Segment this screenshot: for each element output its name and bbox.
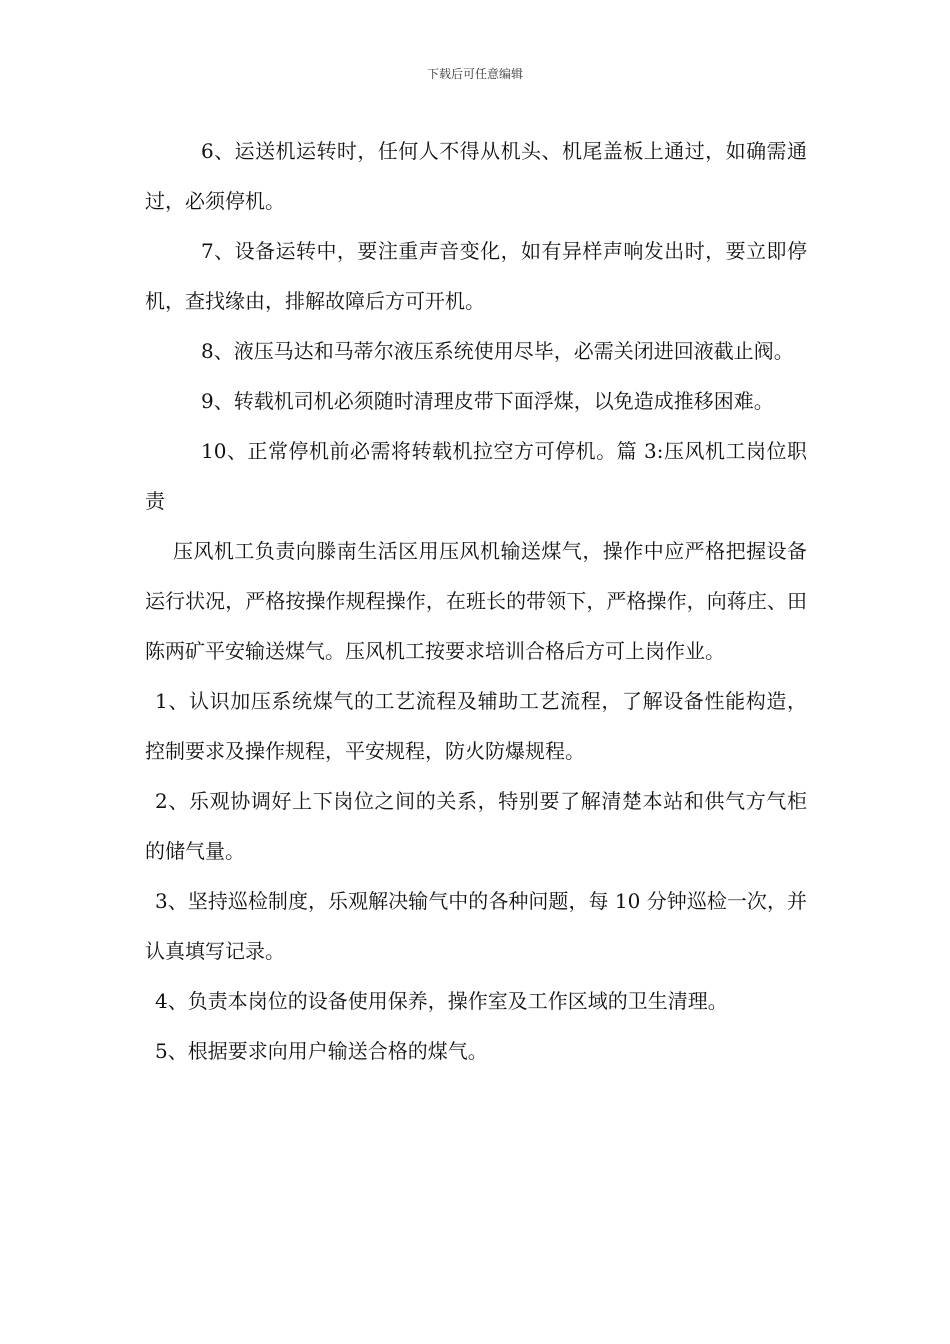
document-body <box>145 126 807 1076</box>
paragraph-item-10: 10、正常停机前必需将转载机拉空方可停机。篇 3:压风机工岗位职责 <box>145 439 807 513</box>
duty-item-5: 5、根据要求向用户输送合格的煤气。 <box>155 1039 488 1063</box>
paragraph-intro: 压风机工负责向滕南生活区用压风机输送煤气，操作中应严格把握设备运行状况，严格按操作规程操作，在班长的带领下，严格操作，向蒋庄、田陈两矿平安输送煤气。压风机工按要求培训合格后方可上岗作业。 <box>145 539 807 663</box>
duty-item-1: 1、认识加压系统煤气的工艺流程及辅助工艺流程，了解设备性能构造，控制要求及操作规程，平安规程，防火防爆规程。 <box>145 689 807 763</box>
paragraph-item-6: 6、运送机运转时，任何人不得从机头、机尾盖板上通过，如确需通过，必须停机。 <box>145 139 807 213</box>
page-header: 下载后可任意编辑 <box>426 67 523 81</box>
duty-item-3: 3、坚持巡检制度，乐观解决输气中的各种问题，每 10 分钟巡检一次，并认真填写记录。 <box>145 889 807 963</box>
paragraph-item-7: 7、设备运转中，要注重声音变化，如有异样声响发出时，要立即停机，查找缘由，排解故障后方可开机。 <box>145 239 807 313</box>
duty-item-2: 2、乐观协调好上下岗位之间的关系，特别要了解清楚本站和供气方气柜的储气量。 <box>145 789 807 863</box>
paragraph-item-9: 9、转载机司机必须随时清理皮带下面浮煤，以免造成推移困难。 <box>201 389 774 413</box>
duty-item-4: 4、负责本岗位的设备使用保养，操作室及工作区域的卫生清理。 <box>155 989 728 1013</box>
paragraph-item-8: 8、液压马达和马蒂尔液压系统使用尽毕，必需关闭进回液截止阀。 <box>201 339 794 363</box>
